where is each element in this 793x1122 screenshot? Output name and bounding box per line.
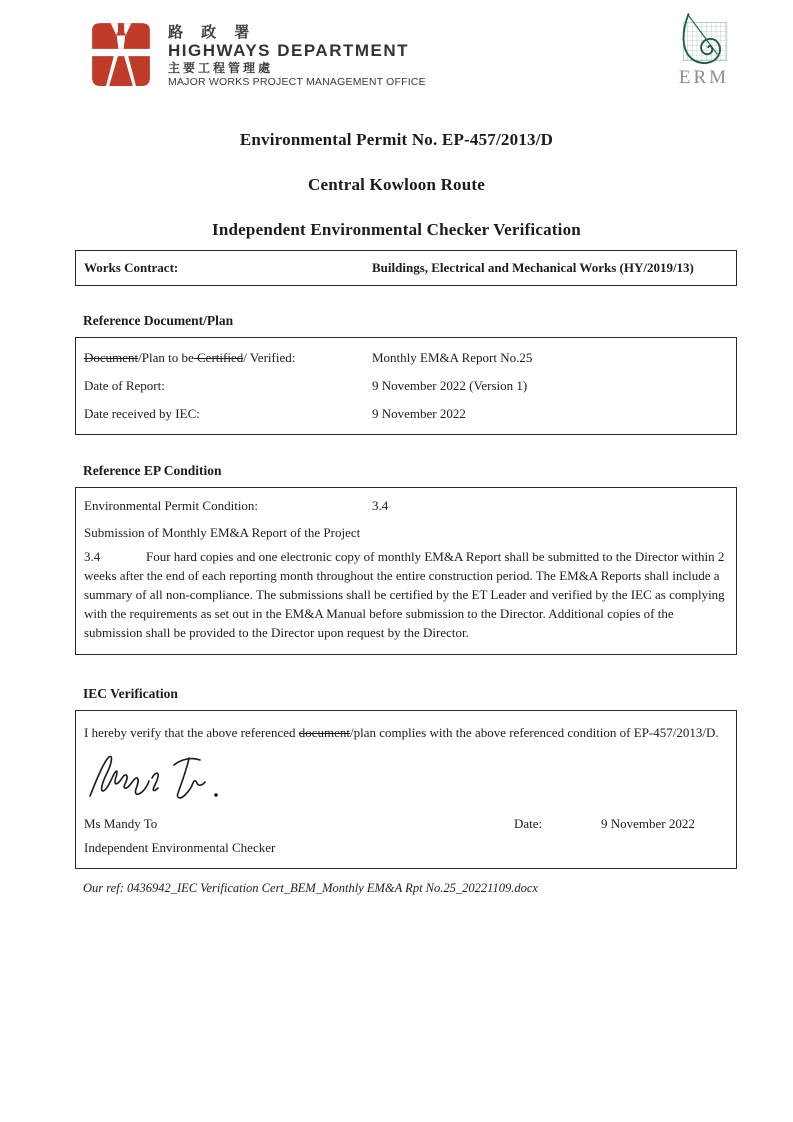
signature	[86, 750, 728, 808]
statement-prefix: I hereby verify that the above referenced	[84, 725, 299, 740]
hyd-name-en: HIGHWAYS DEPARTMENT	[168, 41, 410, 60]
works-contract-row	[84, 260, 728, 276]
permit-number-title: Environmental Permit No. EP-457/2013/D	[239, 130, 554, 149]
date-value: 9 November 2022	[601, 816, 695, 831]
highways-department-logo-icon	[88, 22, 154, 86]
erm-label: ERM	[678, 67, 730, 88]
project-title: Central Kowloon Route	[307, 175, 486, 194]
works-contract-box	[75, 250, 737, 286]
struck-word-certified: Certified	[193, 350, 244, 365]
header	[88, 22, 426, 89]
document-plan-row	[84, 350, 728, 366]
label-mid-text: /Plan to be	[138, 350, 194, 365]
struck-word-document-statement: document	[298, 725, 351, 740]
ep-submission-subheading: Submission of Monthly EM&A Report of the Project	[84, 525, 361, 540]
struck-word-document: Document	[84, 350, 139, 365]
date-label: Date:	[514, 816, 543, 831]
works-contract-value: Buildings, Electrical and Mechanical Works (HY/2019/13)	[372, 260, 694, 275]
ep-condition-value: 3.4	[372, 498, 389, 513]
document-plan-label	[84, 350, 372, 366]
handwritten-signature-icon	[86, 750, 236, 806]
document-plan-value: Monthly EM&A Report No.25	[372, 350, 533, 365]
statement-suffix: /plan complies with the above referenced condition of EP-457/2013/D.	[350, 725, 719, 740]
label-tail-text: / Verified:	[243, 350, 296, 365]
signer-title: Independent Environmental Checker	[84, 840, 276, 855]
ep-clause-paragraph	[84, 547, 728, 642]
reference-ep-box	[75, 487, 737, 655]
reference-ep-heading: Reference EP Condition	[83, 463, 222, 478]
hyd-text-block	[168, 22, 426, 89]
ep-condition-row	[84, 498, 728, 514]
our-ref-line: Our ref: 0436942_IEC Verification Cert_BEM_Monthly EM&A Rpt No.25_20221109.docx	[83, 881, 538, 895]
date-of-report-row	[84, 378, 728, 394]
signer-name: Ms Mandy To	[84, 816, 158, 831]
reference-document-heading: Reference Document/Plan	[83, 313, 234, 328]
signer-and-date-row	[84, 816, 728, 834]
iec-verification-heading: IEC Verification	[83, 686, 178, 701]
hyd-office-zh: 主要工程管理處	[168, 61, 274, 75]
ep-condition-label: Environmental Permit Condition:	[84, 498, 259, 513]
title-block	[0, 130, 793, 265]
date-received-value: 9 November 2022	[372, 406, 466, 421]
ep-clause-number: 3.4	[84, 549, 101, 564]
content-column	[75, 250, 737, 896]
date-received-label: Date received by IEC:	[84, 406, 200, 421]
hyd-name-zh: 路 政 署	[168, 24, 257, 41]
erm-logo	[660, 12, 748, 88]
date-received-row	[84, 406, 728, 422]
erm-spiral-icon	[672, 12, 736, 70]
works-contract-label: Works Contract:	[84, 260, 179, 275]
reference-document-box	[75, 337, 737, 435]
ep-clause-text: Four hard copies and one electronic copy of monthly EM&A Report shall be submitted to the Director within 2 weeks after the end of each reporting month throughout the entire construction period. The EM&A Reports shall include a summary of all non-compliance. The submissions shall be certified by the ET Leader and verified by the IEC as complying with the requirements as set out in the EM&A Manual before submission to the Director. Additional copies of the submission shall be provided to the Director upon request by the Director.	[84, 549, 725, 640]
date-of-report-value: 9 November 2022 (Version 1)	[372, 378, 528, 393]
iec-verification-box	[75, 710, 737, 869]
iec-statement	[84, 723, 724, 742]
date-of-report-label: Date of Report:	[84, 378, 165, 393]
hyd-office-en: MAJOR WORKS PROJECT MANAGEMENT OFFICE	[168, 76, 426, 88]
document-type-title: Independent Environmental Checker Verification	[212, 220, 581, 239]
